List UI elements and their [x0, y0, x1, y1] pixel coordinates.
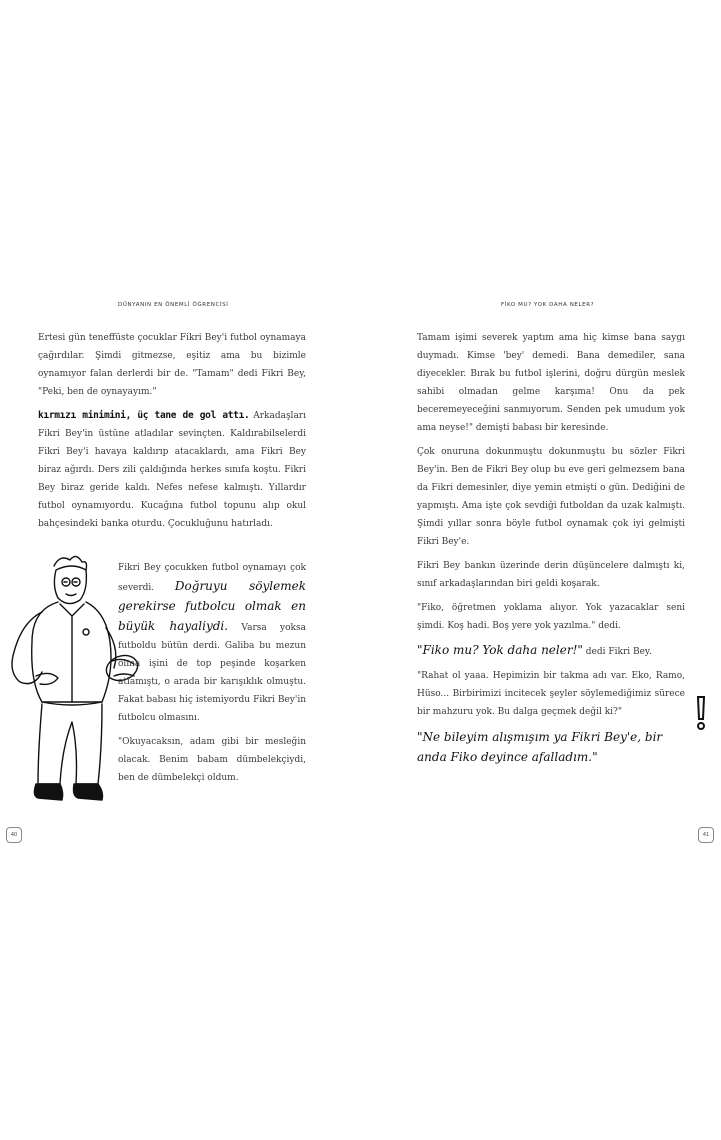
- handwritten-quote: "Fiko mu? Yok daha neler!": [417, 643, 583, 657]
- page-number: 40: [6, 827, 22, 843]
- running-head: FİKO MU? YOK DAHA NELER?: [501, 302, 595, 308]
- paragraph-text: Arkadaşları Fikri Bey'in üstüne atladılar sevinçten. Kaldırabilselerdi Fikri Bey'i havaya kaldırıp atacaklardı, ama Fikri Bey biraz ağırdı. Ders zili çaldığında herkes sınıfa koştu. Fikri Bey biraz geride kaldı. Nefes nefese kalmıştı. Yıllardır futbol oynamıyordu. Kucağına futbol topunu alıp okul bahçesindeki banka oturdu. Çocukluğunu hatırladı.: [38, 411, 306, 529]
- book-spread: [0, 290, 721, 850]
- left-text-block: [38, 329, 306, 539]
- paragraph: Ertesi gün teneffüste çocuklar Fikri Bey'i futbol oynamaya çağırdılar. Şimdi gitmezse, eşitiz ama bu bizimle oynamıyor falan derlerdi bir de. "Tamam" dedi Fikri Bey, "Peki, ben de oynayayım.": [38, 333, 306, 397]
- handwritten-phrase: Doğruyu söylemek gerekirse futbolcu olmak en büyük hayaliydi.: [118, 579, 306, 633]
- paragraph: "Fiko, öğretmen yoklama alıyor. Yok yazacaklar seni şimdi. Koş hadi. Boş yere yok yazılma." dedi.: [417, 603, 685, 631]
- paragraph: [38, 407, 306, 533]
- paragraph: [417, 641, 685, 661]
- paragraph: "Okuyacaksın, adam gibi bir mesleğin olacak. Benim babam dümbelekçiydi, ben de dümbelekçi oldum.: [118, 737, 306, 783]
- paragraph-text: Fikri Bey çocukken futbol oynamayı çok severdi.: [118, 563, 306, 593]
- paragraph: Çok onuruna dokunmuştu dokunmuştu bu sözler Fikri Bey'in. Ben de Fikri Bey olup bu eve geri gelmezsem bana da Fikri demesinler, diye yemin etmişti o gün. Dediğini de yapmıştı. Ama işte çok sevdiği futboldan da uzak kalmıştı. Şimdi yıllar sonra böyle futbol oynamak çok iyi gelmişti Fikri Bey'e.: [417, 447, 685, 547]
- paragraph: Tamam işimi severek yaptım ama hiç kimse bana saygı duymadı. Kimse 'bey' demedi. Bana demediler, sana diyecekler. Bırak bu futbol işlerini, doğru dürgün meslek sahibi olmadan gelme karşıma! Onu da pek beceremeyeceğini sanmıyorum. Senden pek umudum yok ama neyse!" demişti babası bir keresinde.: [417, 333, 685, 433]
- paragraph-text: dedi Fikri Bey.: [582, 647, 652, 657]
- left-wrapped-text: [118, 559, 306, 793]
- paragraph-text: Varsa yoksa futboldu bütün derdi. Galiba bu mezun olma işini de top peşinde koşarken atlamıştı, o arada bir karışıklık olmuştu. Fakat babası hiç istemiyordu Fikri Bey'in futbolcu olmasını.: [118, 623, 306, 723]
- paragraph: Fikri Bey bankın üzerinde derin düşüncelere dalmıştı ki, sınıf arkadaşlarından biri geldi koşarak.: [417, 561, 685, 589]
- paragraph: [118, 559, 306, 727]
- handwritten-closing-quote: "Ne bileyim alışmışım ya Fikri Bey'e, bir anda Fiko deyince afalladım.": [417, 730, 663, 764]
- running-head: DÜNYANIN EN ÖNEMLİ ÖĞRENCİSİ: [118, 302, 229, 308]
- paragraph: "Rahat ol yaaa. Hepimizin bir takma adı var. Eko, Ramo, Hüso... Birbirimizi incitecek şeyler söylemediğimiz sürece bir mahzuru yok. Bu dalga geçmek değil ki?": [417, 671, 685, 717]
- exclamation-icon: [694, 695, 708, 731]
- right-page: [361, 290, 721, 850]
- page-number: 41: [698, 827, 714, 843]
- right-text-block: [417, 329, 685, 773]
- handwritten-phrase: kırmızı minimini, üç tane de gol attı.: [38, 410, 250, 421]
- left-page: [0, 290, 360, 850]
